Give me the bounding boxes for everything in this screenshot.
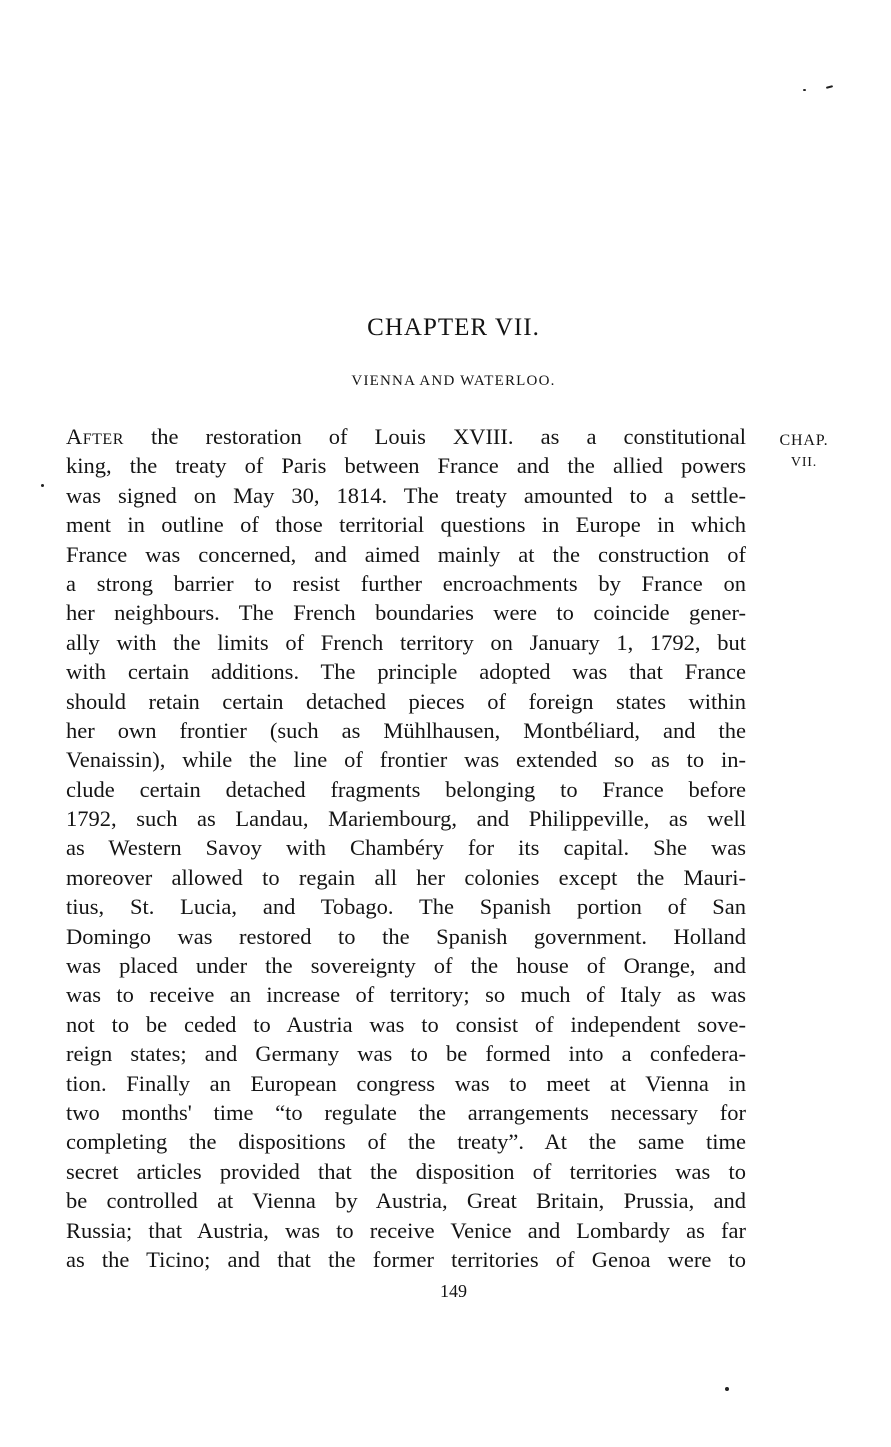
text-line: secret articles provided that the disposition of territories was to — [66, 1158, 746, 1184]
text-line: completing the dispositions of the treaty”. At the same time — [66, 1129, 746, 1155]
chapter-title: CHAPTER VII. — [367, 314, 540, 341]
text-line: a strong barrier to resist further encroachments by France on — [66, 570, 746, 596]
text-line-content: the restoration of Louis XVIII. as a constitutional — [123, 424, 746, 449]
text-line: two months' time “to regulate the arrangements necessary for — [66, 1099, 746, 1125]
margin-note-line: CHAP. — [779, 432, 829, 449]
text-line: king, the treaty of Paris between France and the allied powers — [66, 453, 746, 479]
page-number: 149 — [440, 1281, 467, 1301]
text-line: as the Ticino; and that the former territories of Genoa were to — [66, 1246, 746, 1272]
drop-word: After — [66, 424, 124, 449]
text-line: her own frontier (such as Mühlhausen, Montbéliard, and the — [66, 717, 746, 743]
text-line: was signed on May 30, 1814. The treaty amounted to a settle- — [66, 482, 746, 508]
body-paragraph — [66, 422, 746, 1274]
text-line: moreover allowed to regain all her colonies except the Mauri- — [66, 864, 746, 890]
text-line: tion. Finally an European congress was to meet at Vienna in — [66, 1070, 746, 1096]
text-line: 1792, such as Landau, Mariembourg, and Philippeville, as well — [66, 806, 746, 832]
text-line — [66, 422, 746, 451]
text-line: was placed under the sovereignty of the house of Orange, and — [66, 953, 746, 979]
text-line: was to receive an increase of territory; so much of Italy as was — [66, 982, 746, 1008]
text-line: with certain additions. The principle adopted was that France — [66, 659, 746, 685]
text-line: ally with the limits of French territory on January 1, 1792, but — [66, 629, 746, 655]
text-line: should retain certain detached pieces of foreign states within — [66, 688, 746, 714]
scan-speck — [725, 1387, 729, 1391]
text-line: as Western Savoy with Chambéry for its capital. She was — [66, 835, 746, 861]
text-line: Venaissin), while the line of frontier was extended so as to in- — [66, 747, 746, 773]
chapter-subtitle: VIENNA AND WATERLOO. — [351, 373, 556, 389]
text-line: be controlled at Vienna by Austria, Great Britain, Prussia, and — [66, 1188, 746, 1214]
scan-speck — [803, 89, 806, 91]
text-line: Russia; that Austria, was to receive Venice and Lombardy as far — [66, 1217, 746, 1243]
text-line: not to be ceded to Austria was to consist of independent sove- — [66, 1011, 746, 1037]
text-line: reign states; and Germany was to be formed into a confedera- — [66, 1041, 746, 1067]
text-line: Domingo was restored to the Spanish government. Holland — [66, 923, 746, 949]
text-line: her neighbours. The French boundaries were to coincide gener- — [66, 600, 746, 626]
text-line: clude certain detached fragments belonging to France before — [66, 776, 746, 802]
text-line: tius, St. Lucia, and Tobago. The Spanish portion of San — [66, 894, 746, 920]
text-line: ment in outline of those territorial questions in Europe in which — [66, 512, 746, 538]
scan-speck — [826, 85, 833, 89]
margin-note — [764, 430, 844, 474]
scan-speck — [41, 484, 44, 487]
margin-note-line: VII. — [790, 455, 818, 470]
text-line: France was concerned, and aimed mainly at the construction of — [66, 541, 746, 567]
